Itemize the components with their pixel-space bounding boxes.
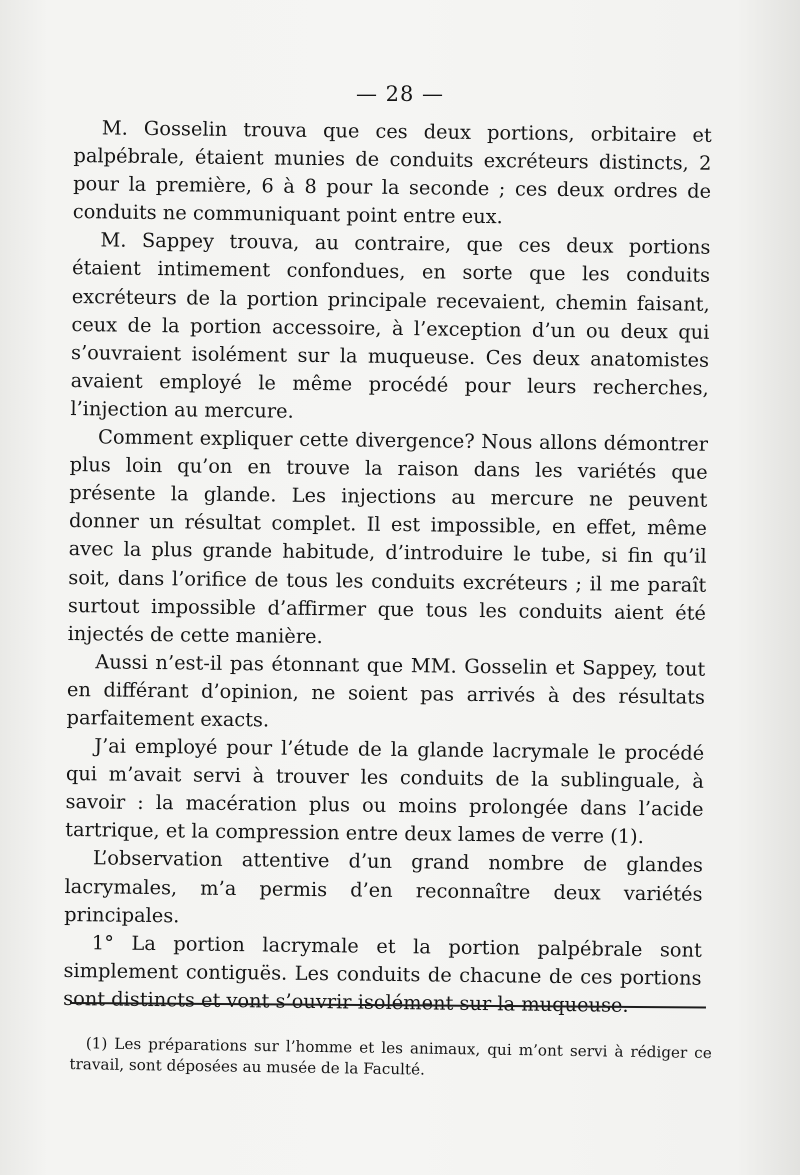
footnote	[69, 1033, 712, 1085]
paragraph-observation: L’observation attentive d’un grand nombre de glandes lacrymales, m’a permis d’en reconnaître deux variétés principales.	[64, 846, 704, 927]
page-number: — 28 —	[355, 82, 445, 106]
paragraph-gosselin: M. Gosselin trouva que ces deux portions, orbitaire et palpébrale, étaient munies de conduits excréteurs distincts, 2 pour la première, 6 à 8 pour la seconde ; ces deux ordres de conduits ne communiquant point entre eux.	[72, 116, 712, 229]
paragraph-divergence: Comment expliquer cette divergence? Nous allons démontrer plus loin qu’on en trouve la raison dans les variétés que présente la glande. Les injections au mercure ne peuvent donner un résultat complet. Il est impossible, en effet, même avec la plus grande habitude, d’introduire le tube, si fin qu’il soit, dans l’orifice de tous les conduits excréteurs ; il me paraît surtout impossible d’affirmer que tous les conduits aient été injectés de cette manière.	[67, 425, 709, 648]
paragraph-variety-one: 1° La portion lacrymale et la portion palpébrale sont simplement contiguës. Les conduits de chacune de ces portions sont distincts et vont s’ouvrir isolément sur la muqueuse.	[63, 930, 702, 1017]
footnote-text: (1) Les préparations sur l’homme et les animaux, qui m’ont servi à rédiger ce travail, sont déposées au musée de la Faculté.	[69, 1034, 712, 1079]
paragraph-conclusion: Aussi n’est-il pas étonnant que MM. Gosselin et Sappey, tout en différant d’opinion, ne soient pas arrivés à des résultats parfaitement exacts.	[66, 650, 706, 732]
body-text	[63, 114, 712, 1021]
paragraph-method: J’ai employé pour l’étude de la glande lacrymale le procédé qui m’avait servi à trouver les conduits de la sublinguale, à savoir : la macération plus ou moins prolongée dans l’acide tartrique, et la compression entre deux lames de verre (1).	[65, 734, 705, 849]
paragraph-sappey: M. Sappey trouva, au contraire, que ces deux portions étaient intimement confondues, en sorte que les conduits excréteurs de la portion principale recevaient, chemin faisant, ceux de la portion accessoire, à l’exception d’un ou deux qui s’ouvraient isolément sur la muqueuse. Ces deux anatomistes avaient employé le même procédé pour leurs recherches, l’injection au mercure.	[70, 228, 711, 423]
